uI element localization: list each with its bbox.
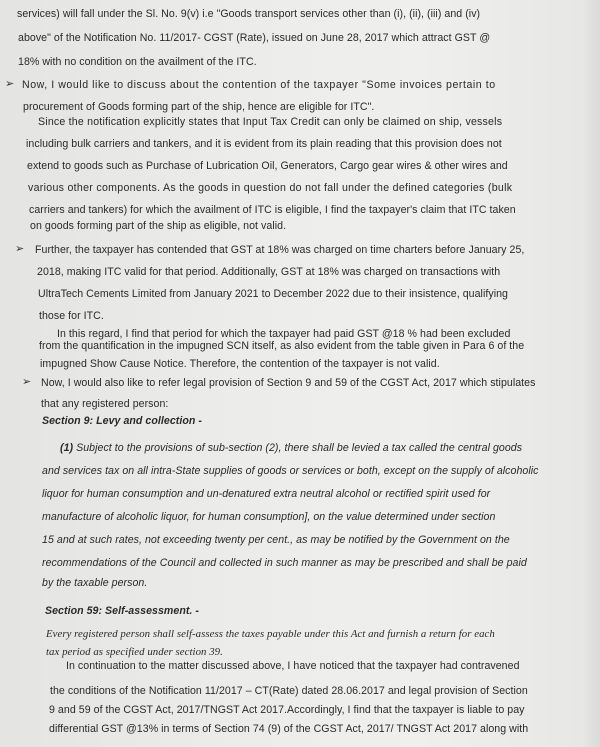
text-line: the conditions of the Notification 11/2017 – CT(Rate) dated 28.06.2017 and legal provision of Section (50, 685, 528, 697)
text-line: by the taxable person. (42, 577, 148, 589)
text-line: Every registered person shall self-assess the taxes payable under this Act and furnish a return for each (46, 628, 495, 640)
text-line: tax period as specified under section 39. (46, 646, 223, 658)
text-line: 9 and 59 of the CGST Act, 2017/TNGST Act 2017.Accordingly, I find that the taxpayer is liable to pay (49, 704, 525, 716)
text-line: liquor for human consumption and un-denatured extra neutral alcohol or rectified spirit used for (42, 488, 491, 500)
arrow-bullet-icon: ➢ (22, 376, 32, 388)
page-edge-shadow (582, 0, 600, 747)
text-line: impugned Show Cause Notice. Therefore, the contention of the taxpayer is not valid. (40, 358, 440, 370)
text-line: services) will fall under the Sl. No. 9(v) i.e "Goods transport services other than (i), (ii), (iii) and (iv) (17, 8, 481, 20)
text-line: and services tax on all intra-State supplies of goods or services or both, except on the supply of alcoholic (42, 465, 539, 477)
section-heading: Section 9: Levy and collection - (42, 415, 202, 427)
text-line: UltraTech Cements Limited from January 2021 to December 2022 due to their insistence, qualifying (38, 288, 508, 300)
text-line: manufacture of alcoholic liquor, for human consumption], on the value determined under section (42, 511, 496, 523)
clause-text: Subject to the provisions of sub-section (2), there shall be levied a tax called the central goods (76, 442, 523, 454)
text-line: above" of the Notification No. 11/2017- CGST (Rate), issued on June 28, 2017 which attract GST @ (18, 32, 491, 44)
text-line (60, 441, 522, 455)
arrow-bullet-icon: ➢ (5, 78, 15, 90)
text-line: extend to goods such as Purchase of Lubrication Oil, Generators, Cargo gear wires & other wires and (27, 160, 508, 172)
text-line: carriers and tankers) for which the availment of ITC is eligible, I find the taxpayer's claim that ITC taken (29, 204, 516, 216)
text-line: recommendations of the Council and collected in such manner as may be prescribed and shall be paid (42, 557, 527, 569)
text-line: 18% with no condition on the availment of the ITC. (18, 56, 257, 68)
text-line: In this regard, I find that period for which the taxpayer had paid GST @18 % had been excluded (57, 328, 511, 340)
text-line: 15 and at such rates, not exceeding twenty per cent., as may be notified by the Government on the (42, 534, 510, 546)
text-line: 2018, making ITC valid for that period. Additionally, GST at 18% was charged on transactions with (37, 266, 501, 278)
text-line: from the quantification in the impugned SCN itself, as also evident from the table given in Para 6 of the (39, 340, 525, 352)
text-line: In continuation to the matter discussed above, I have noticed that the taxpayer had contravened (66, 660, 520, 672)
text-line: that any registered person: (41, 398, 169, 410)
text-line: those for ITC. (39, 310, 104, 322)
text-line: on goods forming part of the ship as eligible, not valid. (30, 220, 287, 232)
arrow-bullet-icon: ➢ (15, 243, 25, 255)
text-line: Further, the taxpayer has contended that GST at 18% was charged on time charters before January 25, (35, 244, 525, 256)
text-line: Now, I would like to discuss about the contention of the taxpayer "Some invoices pertain to (22, 79, 496, 91)
clause-number: (1) (60, 442, 74, 454)
text-line: Now, I would also like to refer legal provision of Section 9 and 59 of the CGST Act, 2017 which stipulates (41, 377, 536, 389)
section-heading: Section 59: Self-assessment. - (45, 605, 199, 617)
text-line: including bulk carriers and tankers, and it is evident from its plain reading that this provision does not (26, 138, 502, 150)
text-line: Since the notification explicitly states that Input Tax Credit can only be claimed on ship, vessels (38, 116, 503, 128)
text-line: procurement of Goods forming part of the ship, hence are eligible for ITC". (23, 101, 375, 113)
text-line: differential GST @13% in terms of Section 74 (9) of the CGST Act, 2017/ TNGST Act 2017 along with (49, 723, 529, 735)
text-line: various other components. As the goods in question do not fall under the defined categories (bulk (28, 182, 513, 194)
